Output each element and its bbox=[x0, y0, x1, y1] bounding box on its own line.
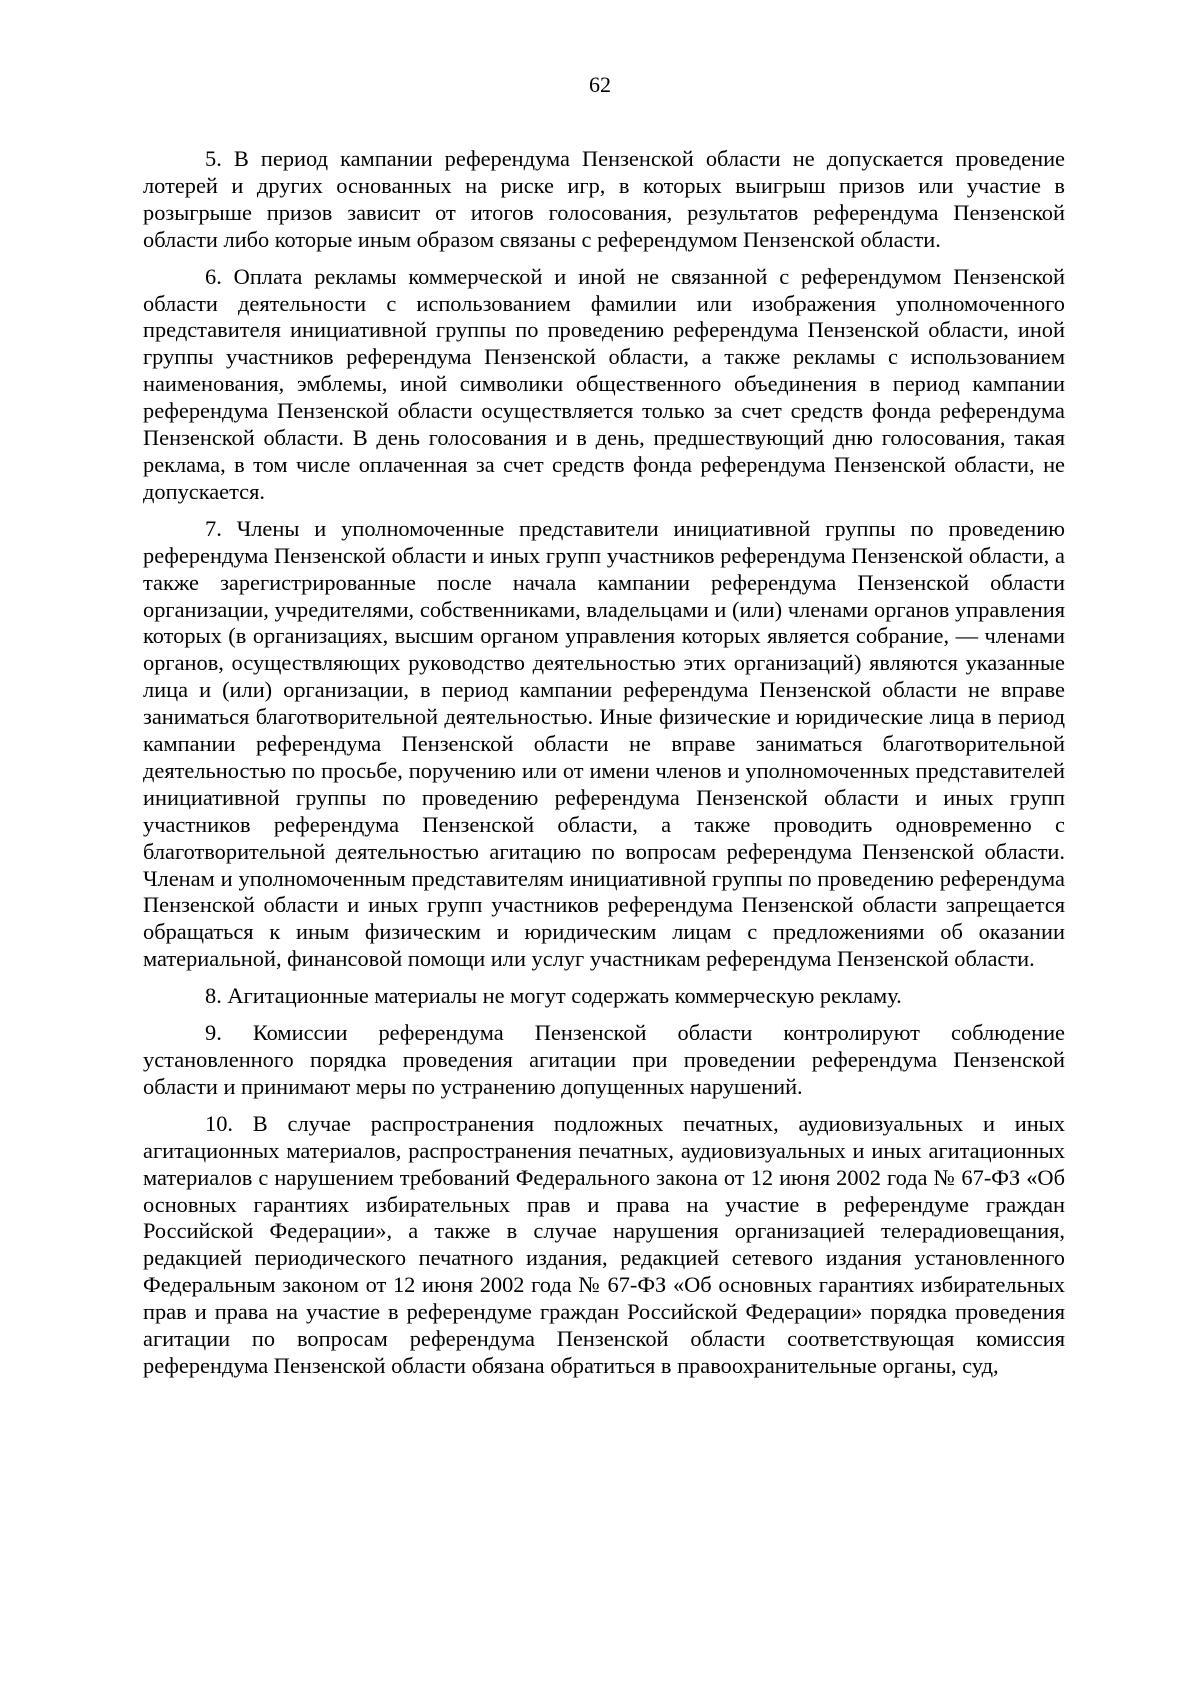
paragraph-9: 9. Комиссии референдума Пензенской области контролируют соблюдение установленного порядка проведения агитации при проведении референдума Пензенской области и принимают меры по устранению допущенных нарушений. bbox=[143, 1020, 1065, 1099]
paragraph-5: 5. В период кампании референдума Пензенской области не допускается проведение лотерей и других основанных на риске игр, в которых выигрыш призов или участие в розыгрыше призов зависит от итогов голосования, результатов референдума Пензенской области либо которые иным образом связаны с референдумом Пензенской области. bbox=[143, 146, 1065, 252]
page-number: 62 bbox=[589, 72, 611, 97]
paragraph-8: 8. Агитационные материалы не могут содержать коммерческую рекламу. bbox=[205, 983, 902, 1009]
paragraph-10: 10. В случае распространения подложных печатных, аудиовизуальных и иных агитационных материалов, распространения печатных, аудиовизуальных и иных агитационных материалов с нарушением требований Федерального закона от 12 июня 2002 года № 67-ФЗ «Об основных гарантиях избирательных прав и права на участие в референдуме граждан Российской Федерации», а также в случае нарушения организацией телерадиовещания, редакцией периодического печатного издания, редакцией сетевого издания установленного Федеральным законом от 12 июня 2002 года № 67-ФЗ «Об основных гарантиях избирательных прав и права на участие в референдуме граждан Российской Федерации» порядка проведения агитации по вопросам референдума Пензенской области соответствующая комиссия референдума Пензенской области обязана обратиться в правоохранительные органы, суд, bbox=[143, 1110, 1065, 1378]
document-body bbox=[143, 146, 1065, 1380]
paragraph-6: 6. Оплата рекламы коммерческой и иной не связанной с референдумом Пензенской области деятельности с использованием фамилии или изображения уполномоченного представителя инициативной группы по проведению референдума Пензенской области, иной группы участников референдума Пензенской области, а также рекламы с использованием наименования, эмблемы, иной символики общественного объединения в период кампании референдума Пензенской области осуществляется только за счет средств фонда референдума Пензенской области. В день голосования и в день, предшествующий дню голосования, такая реклама, в том числе оплаченная за счет средств фонда референдума Пензенской области, не допускается. bbox=[143, 263, 1065, 504]
paragraph-7: 7. Члены и уполномоченные представители инициативной группы по проведению референдума Пензенской области и иных групп участников референдума Пензенской области, а также зарегистрированные после начала кампании референдума Пензенской области организации, учредителями, собственниками, владельцами и (или) членами органов управления которых (в организациях, высшим органом управления которых является собрание, — членами органов, осуществляющих руководство деятельностью этих организаций) являются указанные лица и (или) организации, в период кампании референдума Пензенской области не вправе заниматься благотворительной деятельностью. Иные физические и юридические лица в период кампании референдума Пензенской области не вправе заниматься благотворительной деятельностью по просьбе, поручению или от имени членов и уполномоченных представителей инициативной группы по проведению референдума Пензенской области и иных групп участников референдума Пензенской области, а также проводить одновременно с благотворительной деятельностью агитацию по вопросам референдума Пензенской области. Членам и уполномоченным представителям инициативной группы по проведению референдума Пензенской области и иных групп участников референдума Пензенской области запрещается обращаться к иным физическим и юридическим лицам с предложениями об оказании материальной, финансовой помощи или услуг участникам референдума Пензенской области. bbox=[143, 515, 1065, 972]
